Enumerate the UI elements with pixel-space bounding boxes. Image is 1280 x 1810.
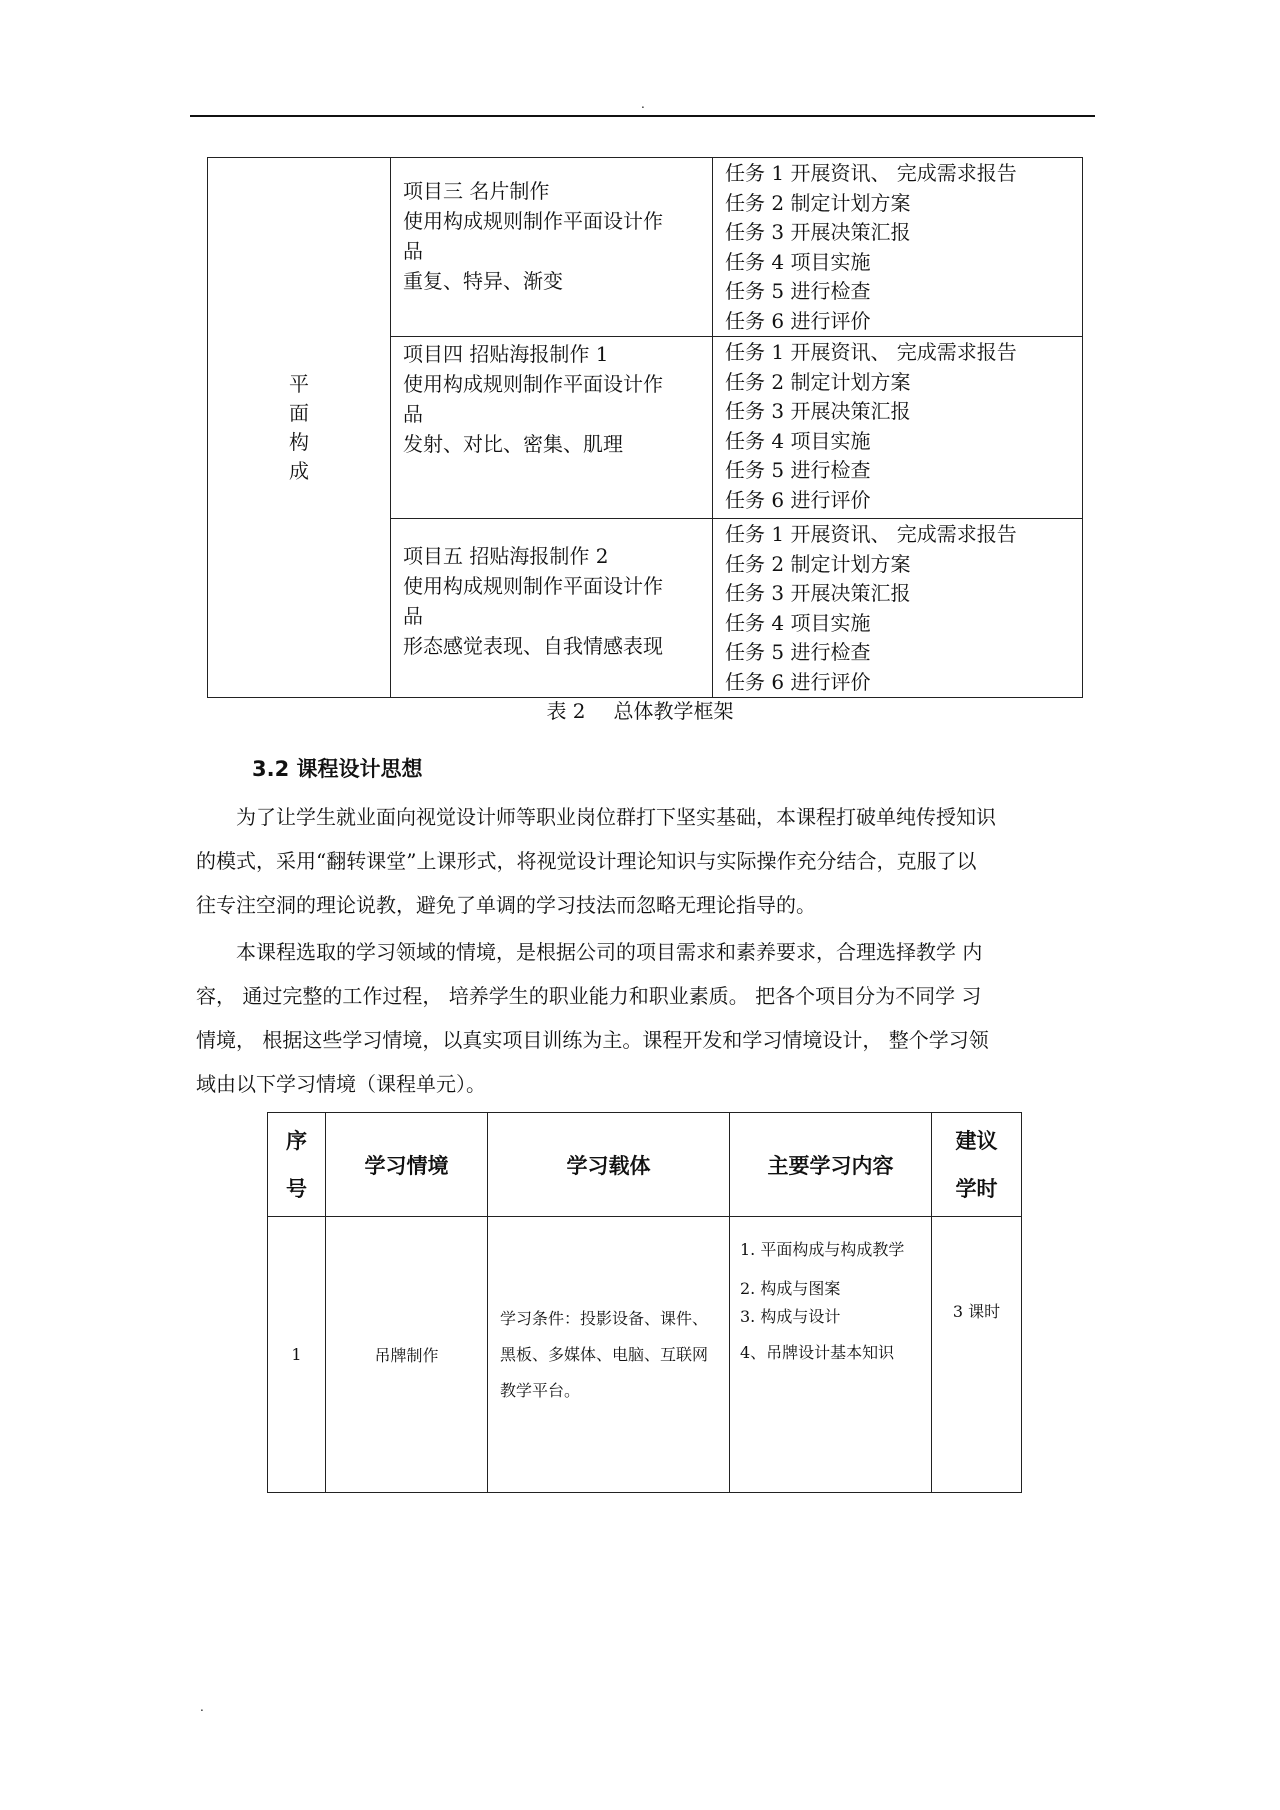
task-line: 任务 2 制定计划方案 [725,551,911,576]
header-hours [932,1113,1022,1217]
cell-situation: 吊牌制作 [326,1217,488,1493]
cell-content [730,1217,932,1493]
paragraph [196,930,1096,1106]
paragraph-line: 域由以下学习情境（课程单元）。 [196,1072,486,1096]
project-line: 使用构成规则制作平面设计作 [403,372,663,396]
category-char: 面 [289,400,309,425]
task-line: 任务 2 制定计划方案 [725,190,911,215]
project-line: 项目三 名片制作 [403,179,550,203]
caption-label: 表 2 [546,699,586,723]
task-cell [713,158,1083,337]
task-line: 任务 3 开展决策汇报 [725,399,911,423]
task-cell [713,519,1083,698]
project-line: 品 [403,604,423,628]
task-line: 任务 4 项目实施 [725,249,871,274]
header-seq [268,1113,326,1217]
content-line: 1. 平面构成与构成教学 [740,1240,905,1259]
header-seq-1: 序 [286,1128,307,1153]
header-seq-2: 号 [286,1176,307,1201]
header-content: 主要学习内容 [730,1113,932,1217]
header-mark: . [641,97,645,111]
task-line: 任务 1 开展资讯、 完成需求报告 [725,340,1017,364]
header-hours-2: 学时 [955,1176,998,1201]
project-line: 发射、对比、密集、肌理 [403,432,623,456]
category-cell [208,158,391,698]
header-rule [190,115,1095,117]
paragraph-line: 情境， 根据这些学习情境，以真实项目训练为主。课程开发和学习情境设计， 整个学习领 [196,1028,989,1052]
footer-mark: . [200,1700,204,1714]
caption-title: 总体教学框架 [613,699,734,723]
category-char: 成 [289,458,309,483]
task-line: 任务 5 进行检查 [725,640,871,664]
task-line: 任务 6 进行评价 [725,308,871,333]
task-line: 任务 5 进行检查 [725,458,871,482]
project-line: 项目五 招贴海报制作 2 [403,544,609,568]
task-line: 任务 3 开展决策汇报 [725,220,911,244]
project-line: 使用构成规则制作平面设计作 [403,574,663,598]
task-line: 任务 4 项目实施 [725,610,871,635]
paragraph-line: 容， 通过完整的工作过程， 培养学生的职业能力和职业素质。 把各个项目分为不同学 习 [196,984,982,1008]
task-line: 任务 3 开展决策汇报 [725,581,911,605]
project-cell [391,519,713,698]
project-line: 重复、特异、渐变 [403,269,563,293]
task-line: 任务 6 进行评价 [725,487,871,512]
task-line: 任务 1 开展资讯、 完成需求报告 [725,161,1017,185]
task-line: 任务 6 进行评价 [725,669,871,694]
header-carrier: 学习载体 [488,1113,730,1217]
task-line: 任务 2 制定计划方案 [725,369,911,394]
project-line: 品 [403,239,423,263]
section-heading: 3.2 课程设计思想 [252,757,423,781]
project-line: 品 [403,402,423,426]
task-line: 任务 4 项目实施 [725,428,871,453]
category-char: 平 [289,371,309,396]
cell-carrier: 学习条件：投影设备、课件、黑板、多媒体、电脑、互联网教学平台。 [488,1217,730,1493]
content-line: 4、吊牌设计基本知识 [740,1343,895,1362]
paragraph-line: 的模式，采用“翻转课堂”上课形式，将视觉设计理论知识与实际操作充分结合，克服了以 [196,849,977,873]
learning-situation-table [267,1112,1022,1493]
paragraph-line: 往专注空洞的理论说教，避免了单调的学习技法而忽略无理论指导的。 [196,893,816,917]
project-line: 使用构成规则制作平面设计作 [403,209,663,233]
content-line: 3. 构成与设计 [740,1307,841,1326]
cell-seq: 1 [268,1217,326,1493]
paragraph-line: 本课程选取的学习领域的情境，是根据公司的项目需求和素养要求，合理选择教学 内 [236,940,983,964]
task-cell [713,337,1083,519]
table-caption [0,697,1280,725]
paragraph-line: 为了让学生就业面向视觉设计师等职业岗位群打下坚实基础，本课程打破单纯传授知识 [236,805,996,829]
project-line: 项目四 招贴海报制作 1 [403,342,609,366]
task-line: 任务 5 进行检查 [725,279,871,303]
header-situation: 学习情境 [326,1113,488,1217]
project-cell [391,337,713,519]
content-line: 2. 构成与图案 [740,1279,841,1298]
task-line: 任务 1 开展资讯、 完成需求报告 [725,522,1017,546]
header-hours-1: 建议 [955,1128,998,1153]
cell-hours: 3 课时 [932,1217,1022,1493]
teaching-framework-table [207,157,1083,698]
category-char: 构 [289,429,309,454]
paragraph [196,795,1096,927]
project-cell [391,158,713,337]
project-line: 形态感觉表现、自我情感表现 [403,634,663,658]
